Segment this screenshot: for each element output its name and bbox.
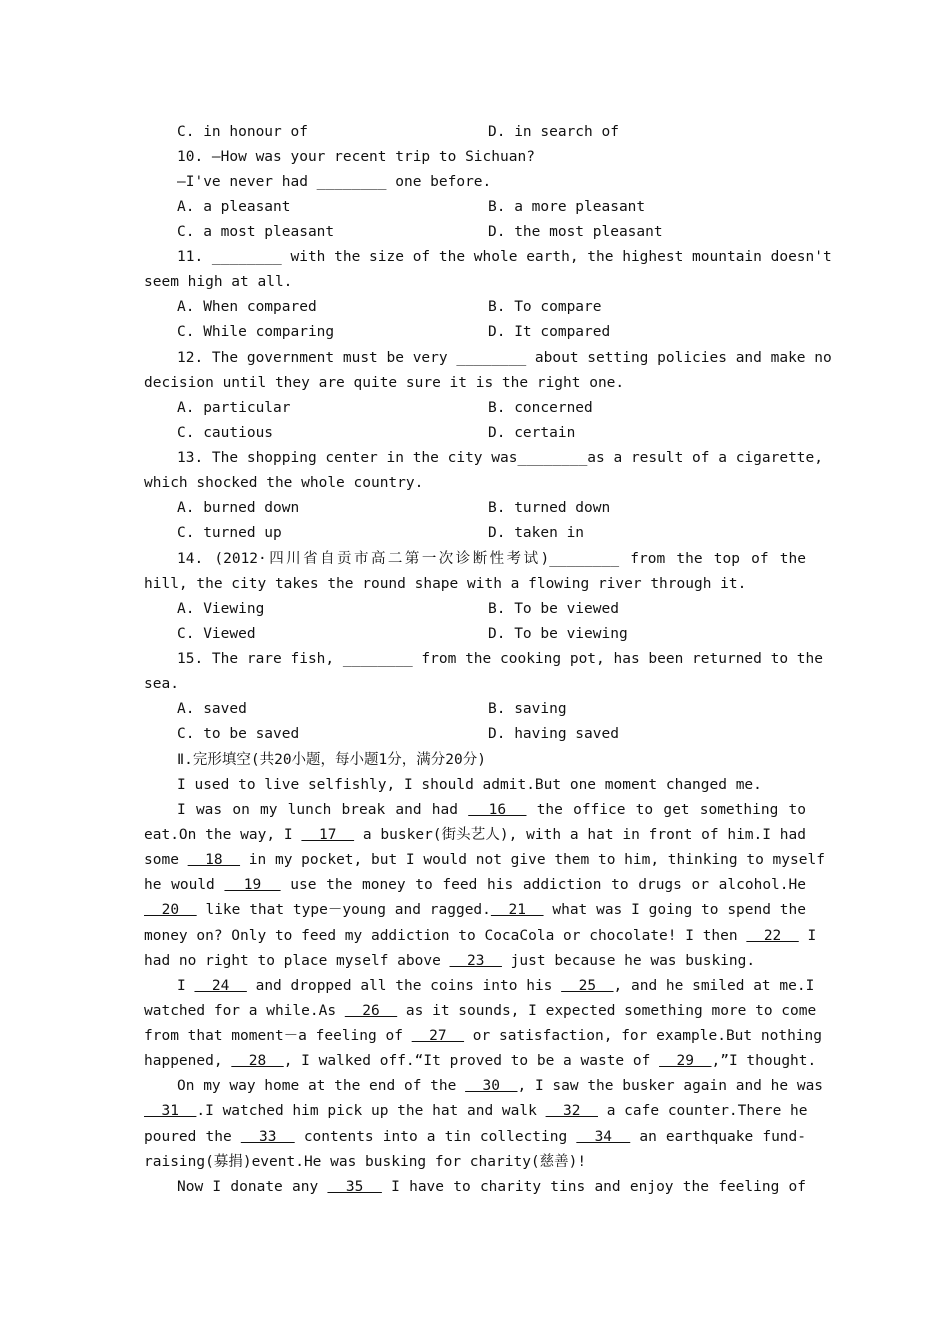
- cloze-blank[interactable]: 35: [327, 1179, 382, 1195]
- cloze-blank[interactable]: 29: [659, 1053, 712, 1069]
- cloze-blank[interactable]: 28: [231, 1053, 284, 1069]
- q9-options-row-2: [177, 120, 806, 145]
- passage-line: poured the 33 contents into a tin collecting 34 an earthquake fund-: [144, 1129, 806, 1145]
- q13-stem-line-1: 13. The shopping center in the city was________as a result of a cigarette,: [177, 450, 824, 466]
- passage-line: eat.On the way, I 17 a busker(街头艺人), with a hat in front of him.I had: [144, 827, 806, 843]
- cloze-blank[interactable]: 32: [545, 1103, 598, 1119]
- q9-option-c: C. in honour of: [177, 124, 308, 140]
- q13-option-a: A. burned down: [177, 500, 300, 516]
- cloze-blank[interactable]: 22: [746, 928, 799, 944]
- q15-stem-line-2: sea.: [144, 676, 179, 692]
- q10-reply: —I've never had ________ one before.: [177, 174, 492, 190]
- cloze-blank[interactable]: 31: [144, 1103, 197, 1119]
- q10-option-c: C. a most pleasant: [177, 224, 335, 240]
- q11-options-row-2: [177, 320, 806, 345]
- cloze-blank[interactable]: 25: [561, 978, 614, 994]
- q13-option-d: D. taken in: [488, 525, 585, 541]
- q15-option-a: A. saved: [177, 701, 247, 717]
- cloze-blank[interactable]: 18: [187, 852, 241, 868]
- q10-options-row-1: [177, 195, 806, 220]
- q9-option-d: D. in search of: [488, 124, 619, 140]
- q12-option-a: A. particular: [177, 400, 291, 416]
- q15-options-row-1: [177, 697, 806, 722]
- q15-option-c: C. to be saved: [177, 726, 300, 742]
- q10-options-row-2: [177, 220, 806, 245]
- q11-option-a: A. When compared: [177, 299, 317, 315]
- q13-options-row-2: [177, 521, 806, 546]
- passage-line: 20 like that type－young and ragged. 21 what was I going to spend the: [144, 902, 806, 918]
- q13-option-c: C. turned up: [177, 525, 282, 541]
- passage-line: money on? Only to feed my addiction to CocaCola or chocolate! I then 22 I: [144, 928, 817, 944]
- cloze-blank[interactable]: 24: [194, 978, 247, 994]
- q12-stem-line-2: decision until they are quite sure it is the right one.: [144, 375, 625, 391]
- q15-stem-line-1: 15. The rare fish, ________ from the cooking pot, has been returned to the: [177, 651, 824, 667]
- q15-option-d: D. having saved: [488, 726, 619, 742]
- q14-options-row-1: [177, 597, 806, 622]
- cloze-blank[interactable]: 19: [224, 877, 281, 893]
- passage-line: I used to live selfishly, I should admit.But one moment changed me.: [177, 777, 762, 793]
- q14-option-b: B. To be viewed: [488, 601, 619, 617]
- q12-options-row-1: [177, 396, 806, 421]
- cloze-blank[interactable]: 27: [411, 1028, 465, 1044]
- passage-line: from that moment－a feeling of 27 or satisfaction, for example.But nothing: [144, 1028, 822, 1044]
- cloze-blank[interactable]: 20: [144, 902, 197, 918]
- cloze-blank[interactable]: 30: [465, 1078, 518, 1094]
- q10-option-d: D. the most pleasant: [488, 224, 663, 240]
- section-2-heading: Ⅱ.完形填空(共20小题，每小题1分，满分20分): [177, 752, 486, 768]
- passage-line: he would 19 use the money to feed his addiction to drugs or alcohol.He: [144, 877, 806, 893]
- q11-stem-line-2: seem high at all.: [144, 274, 293, 290]
- passage-line: raising(募捐)event.He was busking for charity(慈善)!: [144, 1154, 587, 1170]
- cloze-blank[interactable]: 33: [240, 1129, 295, 1145]
- cloze-blank[interactable]: 16: [468, 802, 527, 818]
- q15-options-row-2: [177, 722, 806, 747]
- q11-stem-line-1: 11. ________ with the size of the whole earth, the highest mountain doesn't: [177, 249, 832, 265]
- q10-option-a: A. a pleasant: [177, 199, 291, 215]
- q14-option-c: C. Viewed: [177, 626, 256, 642]
- q13-stem-line-2: which shocked the whole country.: [144, 475, 424, 491]
- q13-options-row-1: [177, 496, 806, 521]
- q11-option-d: D. It compared: [488, 324, 611, 340]
- q10-stem: 10. —How was your recent trip to Sichuan?: [177, 149, 535, 165]
- cloze-blank[interactable]: 21: [490, 902, 544, 918]
- q15-option-b: B. saving: [488, 701, 567, 717]
- passage-line: 31 .I watched him pick up the hat and walk 32 a cafe counter.There he: [144, 1103, 808, 1119]
- passage-line: On my way home at the end of the 30 , I saw the busker again and he was: [177, 1078, 824, 1094]
- passage-line: watched for a while.As 26 as it sounds, I expected something more to come: [144, 1003, 817, 1019]
- q14-stem-line-1: 14. (2012·四川省自贡市高二第一次诊断性考试)________ from the top of the: [177, 551, 806, 567]
- q12-option-c: C. cautious: [177, 425, 274, 441]
- passage-line: I was on my lunch break and had 16 the office to get something to: [177, 802, 806, 818]
- q14-options-row-2: [177, 622, 806, 647]
- passage-line: some 18 in my pocket, but I would not give them to him, thinking to myself: [144, 852, 825, 868]
- q14-option-a: A. Viewing: [177, 601, 265, 617]
- q12-stem-line-1: 12. The government must be very ________ about setting policies and make no: [177, 350, 832, 366]
- q11-option-b: B. To compare: [488, 299, 602, 315]
- q12-option-d: D. certain: [488, 425, 576, 441]
- q14-stem-line-2: hill, the city takes the round shape with a flowing river through it.: [144, 576, 747, 592]
- passage-line: I 24 and dropped all the coins into his 25 , and he smiled at me.I: [177, 978, 815, 994]
- q11-options-row-1: [177, 295, 806, 320]
- cloze-blank[interactable]: 34: [576, 1129, 631, 1145]
- q12-options-row-2: [177, 421, 806, 446]
- cloze-blank[interactable]: 17: [301, 827, 355, 843]
- q12-option-b: B. concerned: [488, 400, 593, 416]
- q10-option-b: B. a more pleasant: [488, 199, 646, 215]
- cloze-blank[interactable]: 26: [344, 1003, 398, 1019]
- passage-line: had no right to place myself above 23 just because he was busking.: [144, 953, 756, 969]
- q11-option-c: C. While comparing: [177, 324, 335, 340]
- passage-line: Now I donate any 35 I have to charity tins and enjoy the feeling of: [177, 1179, 806, 1195]
- q14-option-d: D. To be viewing: [488, 626, 628, 642]
- passage-line: happened, 28 , I walked off.“It proved to be a waste of 29 ,”I thought.: [144, 1053, 817, 1069]
- cloze-blank[interactable]: 23: [449, 953, 502, 969]
- q13-option-b: B. turned down: [488, 500, 611, 516]
